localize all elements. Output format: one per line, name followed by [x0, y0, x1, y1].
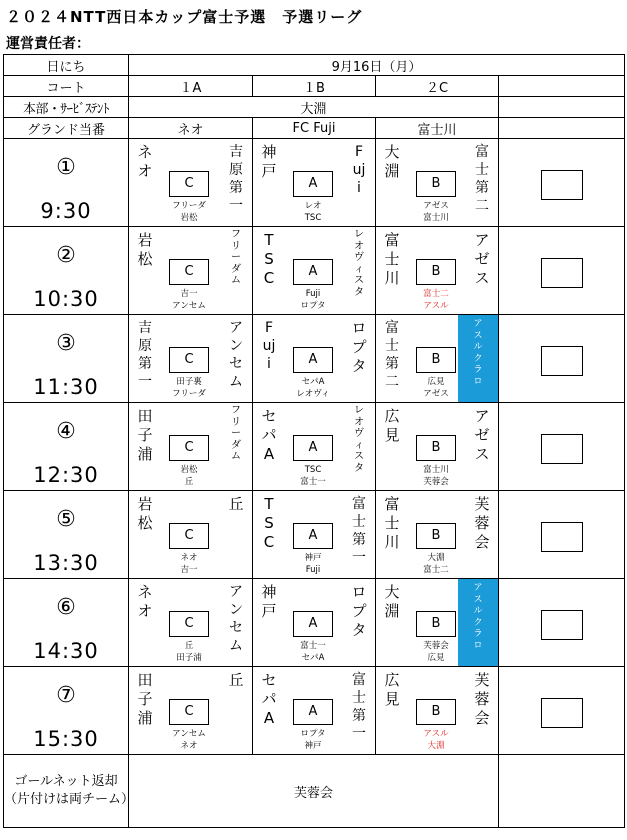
extra-cell: [499, 667, 625, 755]
court-box: B: [416, 523, 456, 549]
referee-team: 富士川: [423, 213, 449, 223]
slot-number: ②: [56, 243, 76, 268]
court-box: A: [293, 259, 333, 285]
referee-team: フリーダ: [172, 201, 206, 211]
match-cell: [376, 491, 499, 579]
match-cell: [253, 227, 376, 315]
team-left: 神戸: [261, 143, 277, 180]
court-1a: １A: [129, 76, 253, 97]
match-cell: [129, 579, 253, 667]
time-slot-row: [4, 139, 625, 227]
match-cell: [253, 579, 376, 667]
team-left: 大淵: [384, 583, 400, 620]
match-cell: [376, 403, 499, 491]
team-right: レオヴィスタ: [354, 229, 364, 298]
hq-value: 大淵: [129, 97, 499, 118]
blank-box: [541, 258, 583, 288]
court-box: B: [416, 611, 456, 637]
team-left: 田子浦: [137, 407, 153, 463]
referee-team: 丘: [184, 477, 194, 487]
team-left: 吉原第一: [138, 320, 152, 390]
team-left: ネオ: [137, 583, 153, 620]
team-left: TSC: [263, 495, 275, 551]
team-left: 富士第二: [385, 320, 399, 390]
referee-team: ネオ: [180, 741, 198, 751]
time-slot-row: [4, 579, 625, 667]
team-right: アスルクラロ: [473, 583, 483, 651]
match-cell: [129, 667, 253, 755]
match-cell: [376, 579, 499, 667]
match-cell: [129, 315, 253, 403]
match-cell: [376, 315, 499, 403]
team-left: 富士川: [384, 231, 400, 287]
team-right: アゼス: [474, 231, 490, 287]
referee-team: 富士川: [423, 465, 449, 475]
slot-time-cell: [4, 579, 129, 667]
referee-team: セパA: [301, 377, 325, 387]
referee-team: 吉一: [180, 565, 198, 575]
court-box: C: [169, 347, 209, 373]
slot-time-cell: [4, 667, 129, 755]
referee-team: レオヴィ: [296, 389, 330, 399]
slot-time: 9:30: [40, 199, 92, 223]
team-left: セパA: [261, 407, 277, 463]
court-box: A: [293, 523, 333, 549]
slot-time: 14:30: [33, 639, 99, 663]
hq-blank: [499, 97, 625, 118]
referee-team: ネオ: [180, 553, 198, 563]
court-box: B: [416, 435, 456, 461]
team-right: アンセム: [229, 320, 243, 390]
time-slot-row: [4, 403, 625, 491]
team-left: 広見: [384, 407, 400, 444]
team-right: ロプタ: [351, 583, 367, 639]
court-label: コート: [4, 76, 129, 97]
slot-time-cell: [4, 491, 129, 579]
referee-team: セパA: [301, 653, 325, 663]
match-cell: [376, 227, 499, 315]
court-box: B: [416, 699, 456, 725]
referee-team: 富士二: [423, 289, 449, 299]
date-label: 日にち: [4, 55, 129, 76]
match-cell: [253, 491, 376, 579]
court-box: C: [169, 435, 209, 461]
slot-number: ③: [56, 331, 76, 356]
slot-number: ①: [56, 155, 76, 180]
court-box: A: [293, 347, 333, 373]
blank-box: [541, 434, 583, 464]
team-right: 富士第二: [475, 144, 489, 214]
team-right: 丘: [228, 671, 244, 689]
referee-team: アゼス: [423, 201, 449, 211]
extra-cell: [499, 227, 625, 315]
match-cell: [253, 667, 376, 755]
team-left: 田子浦: [137, 671, 153, 727]
team-right: 富士第一: [352, 496, 366, 566]
slot-time-cell: [4, 315, 129, 403]
team-left: 神戸: [261, 583, 277, 620]
slot-number: ⑤: [56, 507, 76, 532]
referee-team: TSC: [304, 465, 322, 475]
time-slot-row: [4, 667, 625, 755]
referee-team: アスル: [423, 301, 449, 311]
extra-cell: [499, 315, 625, 403]
extra-cell: [499, 579, 625, 667]
court-box: C: [169, 611, 209, 637]
court-box: A: [293, 171, 333, 197]
match-cell: [253, 403, 376, 491]
referee-team: 田子裏: [176, 377, 202, 387]
team-right: Fuji: [352, 144, 366, 196]
team-right: アンセム: [229, 584, 243, 654]
court-box: C: [169, 699, 209, 725]
time-slot-row: [4, 491, 625, 579]
schedule-table: [3, 54, 625, 828]
referee-team: レオ: [304, 201, 322, 211]
blank-box: [541, 346, 583, 376]
manager-label: 運営責任者：: [6, 36, 90, 52]
slot-number: ④: [56, 419, 76, 444]
court-box: C: [169, 259, 209, 285]
team-right: フリーダム: [231, 405, 241, 462]
slot-time: 13:30: [33, 551, 99, 575]
referee-team: 芙蓉会: [423, 641, 449, 651]
page-title: ２０２４NTT西日本カップ富士予選 予選リーグ: [6, 8, 363, 26]
blank-box: [541, 170, 583, 200]
referee-team: 田子浦: [176, 653, 202, 663]
extra-cell: [499, 491, 625, 579]
slot-number: ⑦: [56, 683, 76, 708]
team-right: アゼス: [474, 407, 490, 463]
slot-time: 11:30: [33, 375, 99, 399]
team-left: 富士川: [384, 495, 400, 551]
team-left: 岩松: [137, 231, 153, 268]
court-box: A: [293, 435, 333, 461]
court-box: A: [293, 611, 333, 637]
referee-team: TSC: [304, 213, 322, 223]
slot-time: 12:30: [33, 463, 99, 487]
team-left: Fuji: [262, 320, 276, 372]
time-slot-row: [4, 315, 625, 403]
court-1b: １B: [253, 76, 376, 97]
team-right: 富士第一: [352, 672, 366, 742]
referee-team: Fuji: [305, 289, 321, 299]
referee-team: 岩松: [180, 213, 198, 223]
match-cell: [376, 139, 499, 227]
referee-team: 大淵: [427, 553, 445, 563]
referee-team: 広見: [427, 653, 445, 663]
referee-team: 神戸: [304, 741, 322, 751]
team-right: レオヴィスタ: [354, 405, 364, 474]
team-left: ネオ: [137, 143, 153, 180]
court-box: C: [169, 171, 209, 197]
extra-cell: [499, 403, 625, 491]
referee-team: 富士二: [423, 565, 449, 575]
court-box: C: [169, 523, 209, 549]
referee-team: アンセム: [172, 301, 206, 311]
blank-box: [541, 610, 583, 640]
slot-number: ⑥: [56, 595, 76, 620]
referee-team: 富士一: [300, 477, 326, 487]
date-value: 9月16日（月）: [129, 55, 625, 76]
referee-team: アンセム: [172, 729, 206, 739]
court-box: B: [416, 171, 456, 197]
team-right: アスルクラロ: [473, 319, 483, 387]
referee-team: 広見: [427, 377, 445, 387]
match-cell: [129, 227, 253, 315]
slot-time-cell: [4, 227, 129, 315]
slot-time: 10:30: [33, 287, 99, 311]
team-right: 芙蓉会: [474, 671, 490, 727]
referee-team: 神戸: [304, 553, 322, 563]
court-box: A: [293, 699, 333, 725]
ground-duty-1b: FC Fuji: [253, 118, 376, 139]
referee-team: 丘: [184, 641, 194, 651]
team-right: 吉原第一: [229, 144, 243, 214]
time-slot-row: [4, 227, 625, 315]
hq-label: 本部・ｻｰﾋﾞｽﾃﾝﾄ: [4, 97, 129, 118]
referee-team: 芙蓉会: [423, 477, 449, 487]
referee-team: アゼス: [423, 389, 449, 399]
match-cell: [376, 667, 499, 755]
ground-duty-2c: 富士川: [376, 118, 499, 139]
referee-team: フリーダ: [172, 389, 206, 399]
court-blank: [499, 76, 625, 97]
court-box: B: [416, 259, 456, 285]
team-right: 芙蓉会: [474, 495, 490, 551]
match-cell: [129, 403, 253, 491]
footer-label: ゴールネット返却（片付けは両チーム）: [4, 755, 129, 828]
slot-time: 15:30: [33, 727, 99, 751]
team-right: ロプタ: [351, 319, 367, 375]
footer-blank: [499, 755, 625, 828]
extra-cell: [499, 139, 625, 227]
ground-label: グランド当番: [4, 118, 129, 139]
referee-team: 富士一: [300, 641, 326, 651]
team-left: セパA: [261, 671, 277, 727]
team-right: 丘: [228, 495, 244, 513]
referee-team: ロプタ: [300, 301, 326, 311]
team-left: TSC: [263, 231, 275, 287]
match-cell: [253, 139, 376, 227]
referee-team: 吉一: [180, 289, 198, 299]
team-right: フリーダム: [231, 229, 241, 286]
referee-team: ロプタ: [300, 729, 326, 739]
ground-duty-1a: ネオ: [129, 118, 253, 139]
match-cell: [129, 491, 253, 579]
slot-time-cell: [4, 139, 129, 227]
blank-box: [541, 522, 583, 552]
team-left: 広見: [384, 671, 400, 708]
referee-team: Fuji: [305, 565, 321, 575]
referee-team: 岩松: [180, 465, 198, 475]
blank-box: [541, 698, 583, 728]
match-cell: [253, 315, 376, 403]
referee-team: 大淵: [427, 741, 445, 751]
court-2c: ２C: [376, 76, 499, 97]
slot-time-cell: [4, 403, 129, 491]
referee-team: アスル: [423, 729, 449, 739]
footer-value: 芙蓉会: [129, 755, 499, 828]
team-left: 大淵: [384, 143, 400, 180]
court-box: B: [416, 347, 456, 373]
match-cell: [129, 139, 253, 227]
team-left: 岩松: [137, 495, 153, 532]
ground-blank: [499, 118, 625, 139]
